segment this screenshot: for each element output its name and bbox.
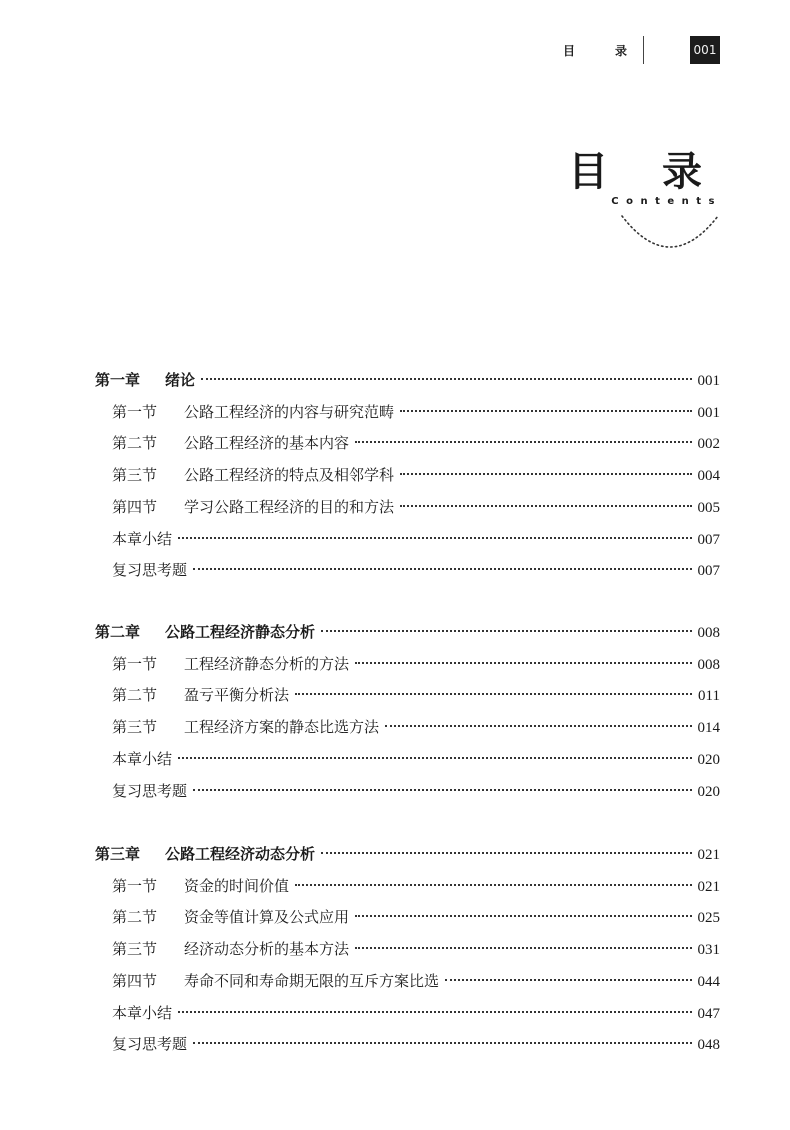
toc-chapter[interactable] <box>95 620 720 644</box>
toc-entry-text <box>112 527 172 551</box>
contents-subtitle: Contents <box>611 196 722 207</box>
toc-entry-page: 020 <box>697 783 720 800</box>
toc-entry-label: 第二节 <box>112 434 158 453</box>
toc-entry[interactable] <box>112 874 720 898</box>
toc-entry-text <box>112 431 349 455</box>
contents-heading: 目 录 <box>568 149 722 195</box>
toc-chapter-title: 公路工程经济静态分析 <box>165 623 316 641</box>
toc-entry-title: 盈亏平衡分析法 <box>184 686 290 705</box>
dot-leader <box>178 757 691 759</box>
toc-entry-label: 第三节 <box>112 940 158 959</box>
toc-entry-label: 第一节 <box>112 876 158 895</box>
toc-entry-title: 工程经济方案的静态比选方法 <box>184 718 380 737</box>
toc-entry-page: 005 <box>697 499 720 516</box>
toc-chapter-title: 绪论 <box>165 371 196 389</box>
dot-leader <box>385 725 691 727</box>
toc-entry-text <box>112 683 289 707</box>
toc-entry-page: 007 <box>697 563 720 580</box>
dot-leader <box>400 410 691 412</box>
toc-entry-title: 寿命不同和寿命期无限的互斥方案比选 <box>184 971 440 990</box>
toc-chapter-title: 公路工程经济动态分析 <box>165 845 316 863</box>
toc-entry-title: 公路工程经济的特点及相邻学科 <box>184 466 395 485</box>
toc-entry-page: 014 <box>697 720 720 737</box>
toc-entry-text <box>112 495 394 519</box>
dot-leader <box>355 947 691 949</box>
toc-entry-title: 公路工程经济的基本内容 <box>184 434 350 453</box>
toc-chapter[interactable] <box>95 368 720 392</box>
toc-entry-title: 本章小结 <box>112 1003 173 1022</box>
toc-entry-text <box>112 779 187 803</box>
toc-chapter-label: 第二章 <box>95 623 141 641</box>
toc-entry[interactable] <box>112 558 720 582</box>
dot-leader <box>295 884 691 886</box>
dot-leader <box>445 979 691 981</box>
dot-leader <box>295 693 692 695</box>
toc-entry-page: 002 <box>697 436 720 453</box>
toc-chapter-page: 021 <box>697 847 720 863</box>
toc-entry-text <box>112 1001 172 1025</box>
toc-entry-label: 第三节 <box>112 718 158 737</box>
toc-entry-page: 004 <box>697 468 720 485</box>
toc-entry-text <box>112 874 289 898</box>
toc-entry[interactable] <box>112 1001 720 1025</box>
toc-entry-text <box>112 1032 187 1056</box>
toc-chapter-page: 008 <box>697 625 720 641</box>
toc-chapter[interactable] <box>95 842 720 866</box>
dot-leader <box>193 789 691 791</box>
toc-entry[interactable] <box>112 463 720 487</box>
running-head-title: 目 录 <box>562 43 641 58</box>
toc-chapter-text <box>95 620 315 644</box>
toc-entry[interactable] <box>112 431 720 455</box>
toc-entry-text <box>112 652 349 676</box>
toc-entry-page: 020 <box>697 751 720 768</box>
dot-leader <box>321 852 691 854</box>
dot-leader <box>400 473 691 475</box>
toc-entry-page: 044 <box>697 973 720 990</box>
toc-entry[interactable] <box>112 747 720 771</box>
toc-entry-page: 007 <box>697 531 720 548</box>
running-head <box>563 36 720 64</box>
toc-entry-text <box>112 937 349 961</box>
toc-entry-title: 复习思考题 <box>112 1035 188 1054</box>
toc-entry-label: 第三节 <box>112 466 158 485</box>
toc-entry-title: 本章小结 <box>112 749 173 768</box>
toc-entry[interactable] <box>112 937 720 961</box>
toc-entry-text <box>112 400 394 424</box>
dot-leader <box>355 662 691 664</box>
toc-entry-title: 复习思考题 <box>112 561 188 580</box>
dot-leader <box>355 915 691 917</box>
toc-chapter-label: 第三章 <box>95 845 141 863</box>
toc-entry-page: 047 <box>697 1005 720 1022</box>
dot-leader <box>321 630 691 632</box>
dot-leader <box>178 1011 691 1013</box>
toc-entry-title: 本章小结 <box>112 529 173 548</box>
toc-entry-text <box>112 558 187 582</box>
dot-leader <box>193 1042 691 1044</box>
dot-leader <box>193 568 691 570</box>
toc-entry-label: 第一节 <box>112 654 158 673</box>
toc-entry[interactable] <box>112 715 720 739</box>
dot-leader <box>178 537 691 539</box>
dotted-arc-ornament <box>618 212 722 252</box>
toc-chapter-label: 第一章 <box>95 371 141 389</box>
toc-entry-page: 021 <box>697 878 720 895</box>
toc-entry-text <box>112 747 172 771</box>
toc-entry-page: 001 <box>697 404 720 421</box>
toc-entry[interactable] <box>112 905 720 929</box>
toc-entry[interactable] <box>112 683 720 707</box>
toc-entry-title: 资金等值计算及公式应用 <box>184 908 350 927</box>
toc-entry-page: 048 <box>697 1037 720 1054</box>
toc-entry-title: 工程经济静态分析的方法 <box>184 654 350 673</box>
toc-entry-page: 011 <box>698 688 720 705</box>
toc-chapter-text <box>95 368 195 392</box>
toc-entry-title: 经济动态分析的基本方法 <box>184 940 350 959</box>
toc-entry-page: 025 <box>697 910 720 927</box>
toc-entry[interactable] <box>112 652 720 676</box>
toc-entry-title: 资金的时间价值 <box>184 876 290 895</box>
toc-chapter-text <box>95 842 315 866</box>
toc-entry[interactable] <box>112 779 720 803</box>
toc-entry[interactable] <box>112 527 720 551</box>
toc-entry-title: 学习公路工程经济的目的和方法 <box>184 497 395 516</box>
running-head-divider <box>643 36 644 64</box>
toc-entry-text <box>112 969 439 993</box>
toc-entry-label: 第二节 <box>112 908 158 927</box>
toc-entry-label: 第四节 <box>112 497 158 516</box>
toc-entry[interactable] <box>112 400 720 424</box>
toc-entry-text <box>112 463 394 487</box>
toc-entry[interactable] <box>112 495 720 519</box>
dot-leader <box>355 441 691 443</box>
toc-entry-page: 031 <box>697 942 720 959</box>
toc-entry-page: 008 <box>697 656 720 673</box>
toc-entry[interactable] <box>112 1032 720 1056</box>
toc-entry-title: 公路工程经济的内容与研究范畴 <box>184 402 395 421</box>
toc-entry-label: 第四节 <box>112 971 158 990</box>
page-number-badge: 001 <box>690 36 720 64</box>
toc-entry-label: 第一节 <box>112 402 158 421</box>
toc-entry-text <box>112 715 379 739</box>
toc-entry-title: 复习思考题 <box>112 781 188 800</box>
dot-leader <box>201 378 691 380</box>
toc-entry[interactable] <box>112 969 720 993</box>
toc-entry-text <box>112 905 349 929</box>
dot-leader <box>400 505 691 507</box>
toc-chapter-page: 001 <box>697 373 720 389</box>
toc-entry-label: 第二节 <box>112 686 158 705</box>
